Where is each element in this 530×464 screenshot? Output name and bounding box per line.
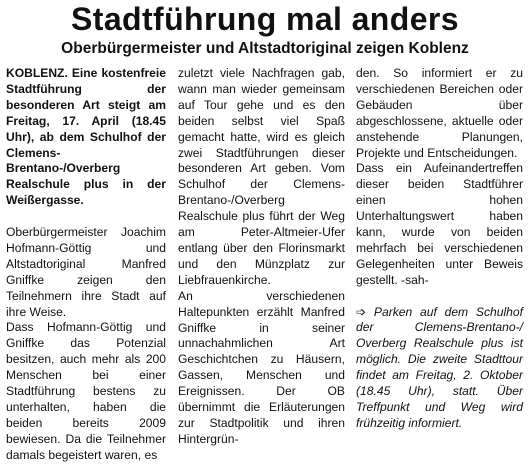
body-paragraph: Dass Hofmann-Göttig und Gniffke das Potenzial besitzen, auch mehr als 200 Menschen bei einer Stadtführung bestens zu unterhalten, haben die beiden bereits 2009 bewiesen. Da die Teilnehmer damals begeistert waren, es <box>6 320 166 462</box>
body-paragraph: Oberbürgermeister Joachim Hofmann-Göttig und Altstadtoriginal Manfred Gniffke zeigen den Teilnehmern ihre Stadt auf ihre Weise. <box>6 225 166 319</box>
lead-paragraph: KOBLENZ. Eine kostenfreie Stadtführung der besonderen Art steigt am Freitag, 17. April (18.45 Uhr), ab dem Schulhof der Clemens-Brentano-/Overberg Realschule plus in der Weißergasse. <box>6 66 166 208</box>
paragraph-gap <box>356 289 523 305</box>
column-1 <box>6 66 166 464</box>
paragraph-gap <box>6 209 166 225</box>
body-paragraph: den. So informiert er zu verschiedenen Bereichen oder Gebäuden über abgeschlossene, aktuelle oder anstehende Planungen, Projekte und Entscheidungen. <box>356 66 523 160</box>
info-note-text: Parken auf dem Schulhof der Clemens-Brentano-/ Overberg Realschule plus ist möglich. Die zweite Stadttour findet am Freitag, 2. Oktober (18.45 Uhr), statt. Über Treffpunkt und Weg wird frühzeitig informiert. <box>356 304 523 430</box>
arrow-icon: ➩ <box>356 304 367 319</box>
column-3 <box>356 66 523 432</box>
subheadline: Oberbürgermeister und Altstadtoriginal zeigen Koblenz <box>61 40 469 57</box>
body-paragraph: zuletzt viele Nachfragen gab, wann man wieder gemeinsam auf Tour gehe und es den beiden selbst viel Spaß gemacht hatte, wird es gleich zwei Stadtführungen dieser besonderen Art geben. Vom Schulhof der Clemens-Brentano-/Overberg Realschule plus führt der Weg am Peter-Altmeier-Ufer entlang über den Florinsmarkt und den Münzplatz zur Liebfrauenkirche. <box>178 66 345 287</box>
info-note <box>356 305 523 432</box>
headline: Stadtführung mal anders <box>71 1 459 37</box>
body-paragraph: An verschiedenen Haltepunkten erzählt Manfred Gniffke in seiner unnachahmlichen Art Geschichtchen zu Häusern, Gassen, Menschen und Ereignissen. Der OB übernimmt die Erläuterungen zur Stadtpolitik und ihren Hintergrün- <box>178 288 345 446</box>
body-paragraph: Dass ein Aufeinandertreffen dieser beiden Stadtführer einen hohen Unterhaltungswert haben kann, wurde von beiden mehrfach bei verschiedenen Gelegenheiten unter Beweis gestellt. -sah- <box>356 161 523 287</box>
column-2 <box>178 66 345 448</box>
